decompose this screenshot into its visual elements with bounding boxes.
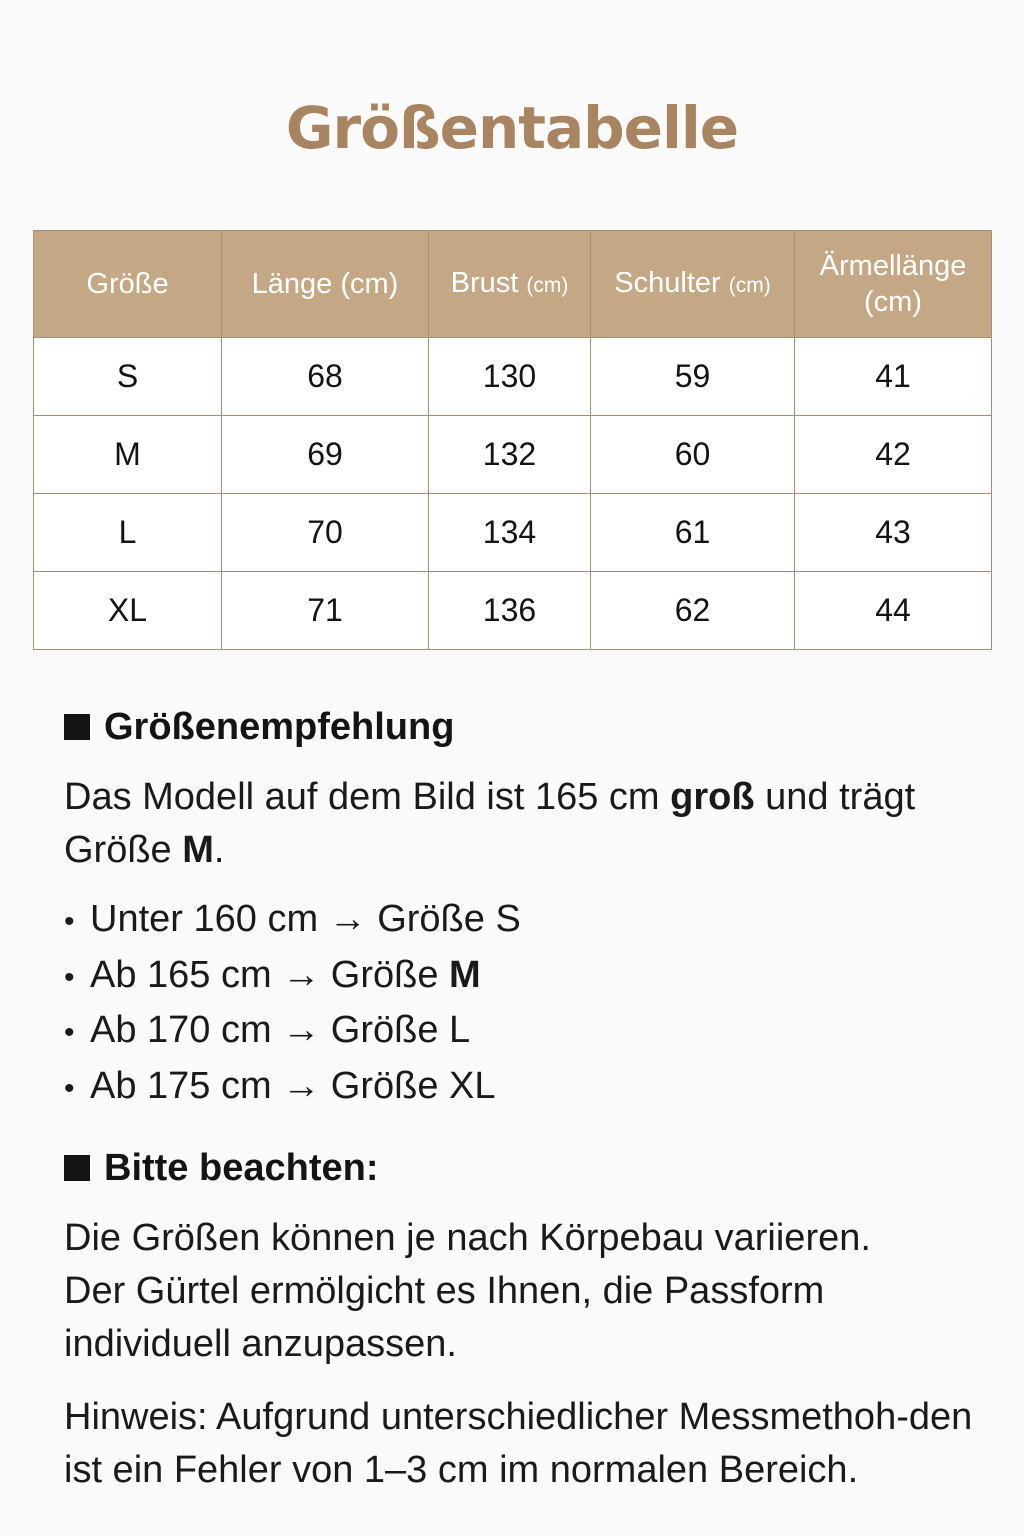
- header-length: [222, 231, 429, 338]
- list-item: [64, 893, 521, 949]
- table-cell: S: [34, 338, 222, 416]
- list-item: [64, 949, 521, 1005]
- table-cell: 60: [591, 416, 795, 494]
- header-unit: (cm): [864, 286, 922, 318]
- size-table-body: [34, 338, 992, 650]
- table-cell: 134: [429, 494, 591, 572]
- list-item-text: Ab 175 cm → Größe: [90, 1064, 439, 1107]
- list-item-text: Ab 170 cm → Größe: [90, 1009, 439, 1051]
- table-cell: 70: [222, 494, 429, 572]
- table-cell: 130: [429, 338, 591, 416]
- notes-heading: [64, 1144, 378, 1192]
- header-row: [34, 231, 992, 338]
- intro-text: Das Modell auf dem Bild ist 165 cm: [64, 776, 660, 818]
- table-cell: 71: [222, 572, 429, 650]
- header-label: Schulter: [614, 266, 721, 299]
- intro-bold-size: M: [182, 829, 214, 871]
- table-cell: 42: [795, 416, 992, 494]
- intro-text: und trägt Größe: [64, 776, 916, 871]
- size-table-header: [34, 231, 992, 338]
- size-table: [33, 230, 992, 650]
- header-shoulder: [591, 231, 795, 338]
- header-label: Länge (cm): [251, 268, 399, 300]
- list-item: [64, 1060, 521, 1116]
- square-bullet-icon: [64, 1155, 90, 1181]
- header-chest: [429, 231, 591, 338]
- list-item-size: XL: [449, 1064, 496, 1107]
- recommendation-heading-text: Größenempfehlung: [104, 706, 455, 748]
- header-unit: (cm): [728, 273, 771, 297]
- bullet-icon: •: [64, 1071, 75, 1105]
- table-cell: 68: [222, 338, 429, 416]
- header-label: Brust: [450, 266, 519, 299]
- table-cell: 69: [222, 416, 429, 494]
- list-item-text: Unter 160 cm → Größe: [90, 898, 485, 940]
- table-row: [34, 338, 992, 416]
- bullet-icon: •: [64, 960, 75, 994]
- recommendation-list: [64, 893, 521, 1115]
- table-row: [34, 416, 992, 494]
- recommendation-heading: [64, 703, 454, 751]
- header-label: Ärmellänge: [819, 250, 967, 282]
- table-cell: 61: [591, 494, 795, 572]
- table-cell: L: [34, 494, 222, 572]
- notes-heading-text: Bitte beachten:: [104, 1147, 379, 1189]
- list-item-text: Ab 165 cm → Größe: [90, 953, 439, 996]
- list-item: [64, 1004, 521, 1060]
- header-unit: (cm): [526, 273, 569, 297]
- notes-paragraph-2: Hinweis: Aufgrund unterschiedlicher Messmethoh-den ist ein Fehler von 1–3 cm im normalen Bereich.: [64, 1396, 973, 1491]
- table-cell: 62: [591, 572, 795, 650]
- recommendation-intro: [64, 771, 984, 877]
- table-cell: 43: [795, 494, 992, 572]
- list-item-size: L: [449, 1009, 471, 1051]
- table-cell: XL: [34, 572, 222, 650]
- square-bullet-icon: [64, 714, 90, 740]
- table-row: [34, 494, 992, 572]
- list-item-size: S: [495, 898, 521, 940]
- table-cell: 132: [429, 416, 591, 494]
- bullet-icon: •: [64, 905, 75, 938]
- header-size: [34, 231, 222, 338]
- table-cell: 136: [429, 572, 591, 650]
- notes-paragraph-1: Die Größen können je nach Körpebau variieren. Der Gürtel ermölgicht es Ihnen, die Passform individuell anzupassen.: [64, 1217, 871, 1365]
- header-label: Größe: [86, 268, 169, 300]
- table-cell: 59: [591, 338, 795, 416]
- table-cell: 44: [795, 572, 992, 650]
- intro-bold-text: groß: [670, 776, 755, 818]
- bullet-icon: •: [64, 1016, 75, 1049]
- header-sleeve: [795, 231, 992, 338]
- list-item-size: M: [449, 953, 481, 996]
- table-cell: M: [34, 416, 222, 494]
- page-title: Größentabelle: [285, 94, 739, 162]
- table-row: [34, 572, 992, 650]
- table-cell: 41: [795, 338, 992, 416]
- intro-text: .: [213, 829, 225, 871]
